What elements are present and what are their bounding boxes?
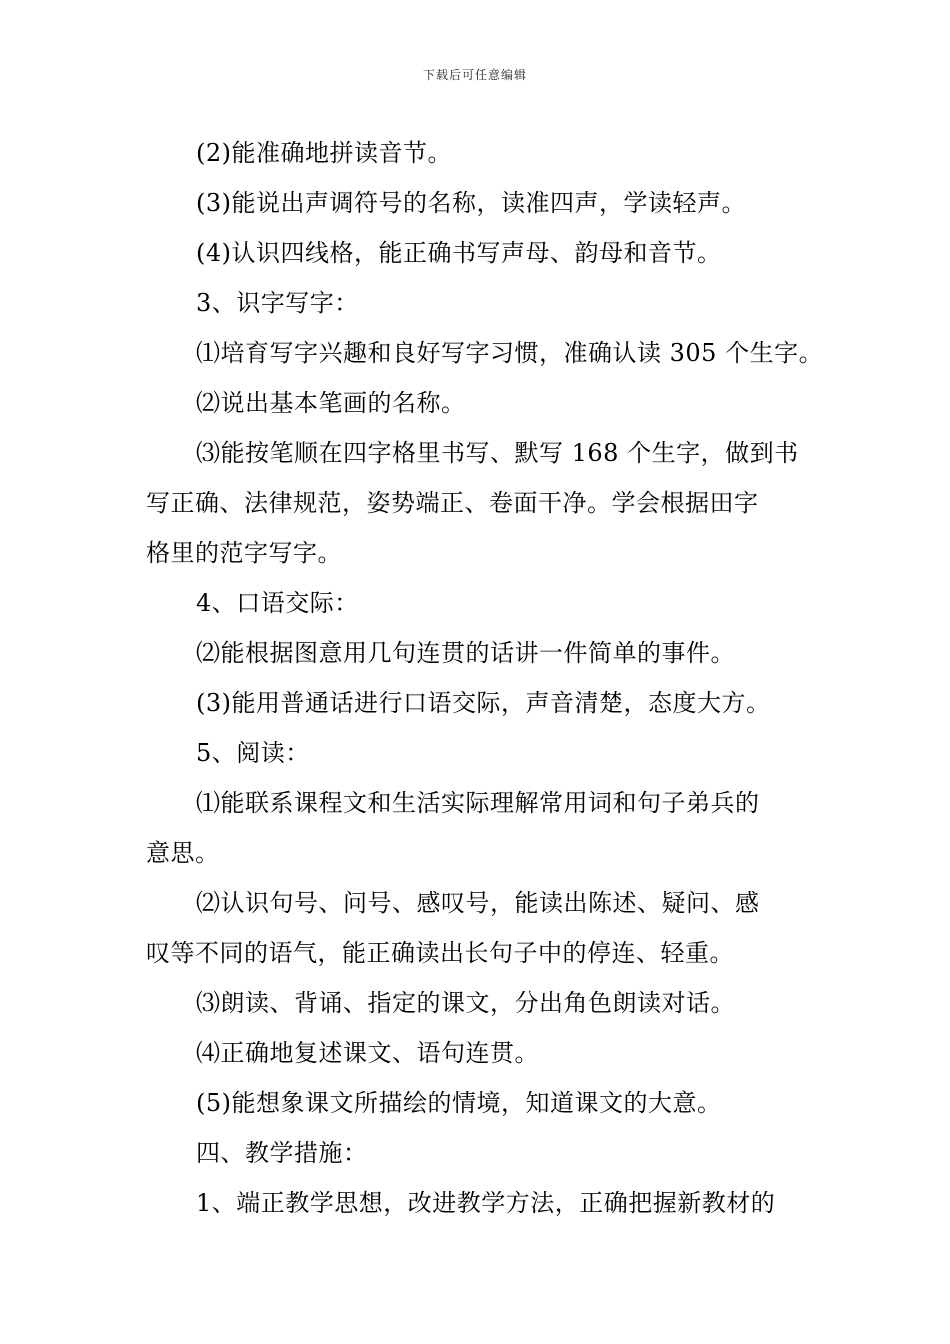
text-line: ⑵能根据图意用几句连贯的话讲一件简单的事件。 xyxy=(196,639,735,667)
text-line: ⑴能联系课程文和生活实际理解常用词和句子弟兵的 xyxy=(196,789,760,817)
text-line: ⑴培育写字兴趣和良好写字习惯，准确认读 305 个生字。 xyxy=(196,339,824,367)
page-header: 下载后可任意编辑 xyxy=(422,68,527,82)
text-line: ⑵认识句号、问号、感叹号，能读出陈述、疑问、感 xyxy=(196,889,760,917)
text-line: ⑵说出基本笔画的名称。 xyxy=(196,389,466,417)
text-line: (3)能说出声调符号的名称，读准四声，学读轻声。 xyxy=(196,189,746,217)
text-line: ⑶朗读、背诵、指定的课文，分出角色朗读对话。 xyxy=(196,989,735,1017)
text-line: 叹等不同的语气，能正确读出长句子中的停连、轻重。 xyxy=(146,939,734,967)
text-line: ⑷正确地复述课文、语句连贯。 xyxy=(196,1039,539,1067)
text-line: 写正确、法律规范，姿势端正、卷面干净。学会根据田字 xyxy=(146,489,759,517)
text-line: 意思。 xyxy=(146,839,220,867)
document-body xyxy=(146,128,826,1228)
text-line: 1、端正教学思想，改进教学方法，正确把握新教材的 xyxy=(196,1189,776,1217)
text-line: 格里的范字写字。 xyxy=(146,539,342,567)
text-line: 5、阅读： xyxy=(196,739,310,767)
text-line: 4、口语交际： xyxy=(196,589,359,617)
text-line: (4)认识四线格，能正确书写声母、韵母和音节。 xyxy=(196,239,722,267)
text-line: 四、教学措施： xyxy=(196,1139,368,1167)
text-line: 3、识字写字： xyxy=(196,289,359,317)
text-line: (2)能准确地拼读音节。 xyxy=(196,139,452,167)
text-line: (3)能用普通话进行口语交际，声音清楚，态度大方。 xyxy=(196,689,771,717)
text-line: (5)能想象课文所描绘的情境，知道课文的大意。 xyxy=(196,1089,722,1117)
text-line: ⑶能按笔顺在四字格里书写、默写 168 个生字，做到书 xyxy=(196,439,799,467)
